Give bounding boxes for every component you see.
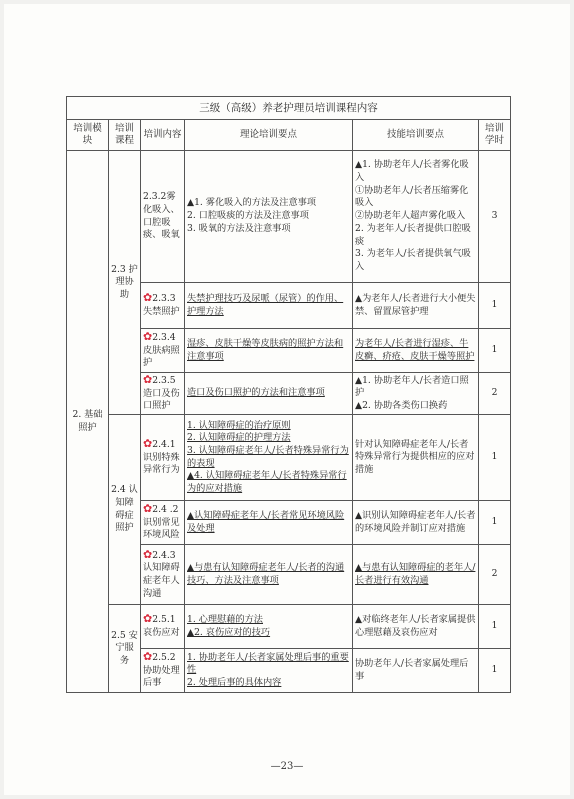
hours-cell: 1: [479, 649, 511, 693]
table-row: [67, 415, 511, 501]
content-text: 2.3.5 造口及伤口照护: [143, 375, 180, 412]
skill-point: ②协助老年人超声雾化吸入: [355, 210, 466, 222]
content-text: 2.3.4 皮肤病照护: [143, 331, 180, 369]
skill-point: ①协助老年人/长者压缩雾化吸入: [355, 184, 469, 209]
theory-cell: [185, 373, 353, 415]
course-cell: 2.4 认知障碍症照护: [109, 415, 141, 605]
star-icon: ✿: [143, 650, 153, 664]
star-icon: ✿: [143, 547, 153, 561]
theory-point: 2. 认知障碍症的护理方法: [187, 432, 291, 444]
skill-cell: [353, 373, 479, 415]
content-cell: [141, 415, 185, 501]
star-icon: ✿: [143, 373, 153, 386]
theory-point: 1. 心理慰藉的方法: [187, 613, 263, 625]
hours-cell: 1: [479, 605, 511, 649]
theory-cell: [185, 501, 353, 545]
skill-point: 协助老年人/长者家属处理后事: [355, 657, 469, 682]
content-text: 2.4.1 识别特殊异常行为: [143, 439, 180, 476]
training-course-table: [66, 96, 511, 693]
theory-point: ▲认知障碍症老年人/长者常见环境风险及处理: [187, 509, 345, 534]
hours-cell: 1: [479, 501, 511, 545]
skill-cell: [353, 545, 479, 605]
skill-cell: [353, 649, 479, 693]
content-text: 2.3.2雾化吸入、口腔吸痰、吸氧: [143, 191, 180, 241]
course-cell: 2.3 护理协助: [109, 151, 141, 415]
content-cell: [141, 373, 185, 415]
content-text: 2.3.3 失禁照护: [143, 293, 180, 317]
star-icon: ✿: [143, 329, 153, 343]
skill-cell: [353, 605, 479, 649]
theory-point: ▲1. 雾化吸入的方法及注意事项: [187, 197, 317, 209]
skill-point: 针对认知障碍症老年人/长者特殊异常行为提供相应的应对措施: [355, 438, 475, 475]
header-hours: 培训学时: [479, 120, 511, 151]
content-cell: [141, 501, 185, 545]
theory-point: 造口及伤口照护的方法和注意事项: [187, 387, 325, 399]
hours-cell: 2: [479, 545, 511, 605]
header-skill: 技能培训要点: [353, 120, 479, 151]
theory-point: ▲4. 认知障碍症老年人/长者特殊异常行为的应对措施: [187, 470, 347, 494]
content-cell: [141, 283, 185, 329]
skill-point: ▲1. 协助老年人/长者造口照护: [355, 374, 469, 399]
content-text: 2.4 .2 识别常见环境风险: [143, 504, 180, 541]
skill-cell: [353, 415, 479, 501]
theory-cell: [185, 415, 353, 501]
theory-point: 湿疹、皮肤干燥等皮肤病的照护方法和注意事项: [187, 337, 344, 362]
skill-point: ▲对临终老年人/长者家属提供心理慰藉及哀伤应对: [355, 613, 476, 638]
content-cell: [141, 605, 185, 649]
course-cell: 2.5 安宁服务: [109, 605, 141, 693]
skill-point: ▲识别认知障碍症老年人/长者的环境风险并制订应对措施: [355, 509, 476, 534]
content-text: 2.5.1 哀伤应对: [143, 614, 180, 639]
theory-point: ▲2. 哀伤应对的技巧: [187, 626, 271, 638]
hours-cell: 2: [479, 373, 511, 415]
theory-point: 2. 处理后事的具体内容: [187, 676, 282, 688]
star-icon: ✿: [143, 502, 153, 516]
skill-point: ▲为老年人/长者进行大小便失禁、留置尿管护理: [355, 292, 476, 317]
content-text: 2.4.3 认知障碍症老年人沟通: [143, 549, 180, 599]
theory-point: 1. 认知障碍症的治疗原则: [187, 419, 291, 431]
skill-point: 3. 为老年人/长者提供氧气吸入: [355, 248, 471, 272]
skill-cell: [353, 501, 479, 545]
theory-cell: [185, 329, 353, 373]
header-theory: 理论培训要点: [185, 120, 353, 151]
hours-cell: 1: [479, 283, 511, 329]
star-icon: ✿: [143, 437, 153, 451]
theory-point: 3. 吸氧的方法及注意事项: [187, 222, 291, 234]
theory-cell: [185, 605, 353, 649]
page-number: —23—: [270, 761, 304, 772]
hours-cell: 3: [479, 151, 511, 283]
table-row: [67, 151, 511, 283]
theory-point: 失禁护理技巧及尿哌（尿管）的作用、护理方法: [187, 292, 344, 317]
content-cell: [141, 329, 185, 373]
skill-point: 2. 为老年人/长者提供口腔吸痰: [355, 222, 471, 247]
header-content: 培训内容: [141, 120, 185, 151]
star-icon: ✿: [143, 612, 153, 626]
skill-point: ▲1. 协助老年人/长者雾化吸入: [355, 159, 469, 184]
skill-cell: [353, 329, 479, 373]
header-course: 培训课程: [109, 120, 141, 151]
theory-cell: [185, 649, 353, 693]
skill-point: 为老年人/长者进行湿疹、牛皮癣、疥疮、皮肤干燥等照护: [355, 337, 475, 362]
content-text: 2.5.2 协助处理后事: [143, 652, 180, 689]
theory-cell: [185, 283, 353, 329]
skill-cell: [353, 151, 479, 283]
theory-cell: [185, 151, 353, 283]
content-cell: [141, 545, 185, 605]
module-cell: 2. 基础照护: [67, 151, 109, 693]
table-title: 三级（高级）养老护理员培训课程内容: [67, 97, 511, 120]
theory-point: ▲与患有认知障碍症老年人/长者的沟通技巧、方法及注意事项: [187, 561, 345, 586]
hours-cell: 1: [479, 415, 511, 501]
star-icon: ✿: [143, 291, 153, 305]
content-cell: [141, 649, 185, 693]
skill-cell: [353, 283, 479, 329]
theory-point: 2. 口腔吸痰的方法及注意事项: [187, 210, 309, 222]
skill-point: ▲2. 协助各类伤口换药: [355, 399, 448, 411]
table-row: [67, 605, 511, 649]
skill-point: ▲与患有认知障碍症的老年人/长者进行有效沟通: [355, 561, 476, 586]
hours-cell: 1: [479, 329, 511, 373]
header-module: 培训模块: [67, 120, 109, 151]
content-cell: [141, 151, 185, 283]
theory-point: 1. 协助老年人/长者家属处理后事的重要性: [187, 651, 349, 676]
theory-cell: [185, 545, 353, 605]
theory-point: 3. 认知障碍症老年人/长者特殊异常行为的表现: [187, 444, 349, 469]
